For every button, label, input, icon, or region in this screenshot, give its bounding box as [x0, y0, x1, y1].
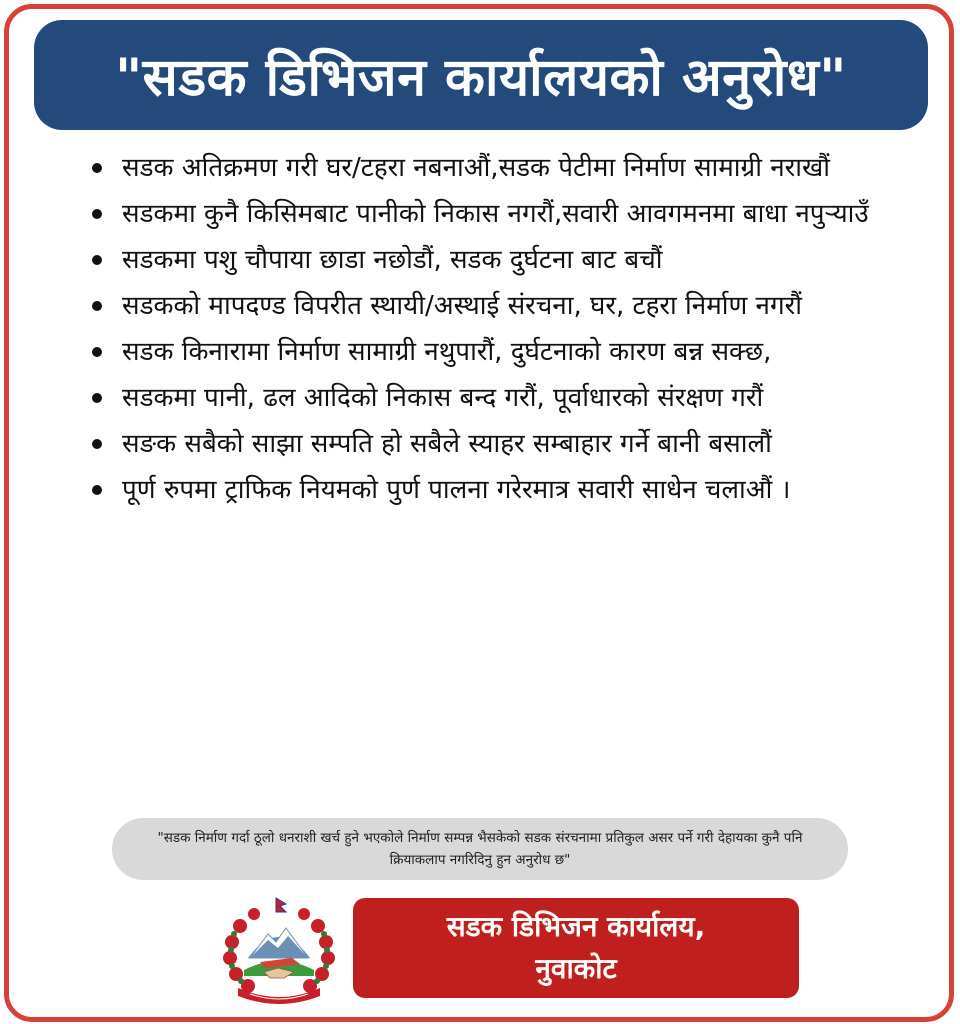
bullet-icon: [92, 347, 102, 357]
bullet-icon: [92, 301, 102, 311]
bullet-icon: [92, 209, 102, 219]
office-location: नुवाकोट: [535, 952, 617, 985]
request-text: सडकमा पशु चौपाया छाडा नछोडौं, सडक दुर्घटना बाट बचौं: [122, 245, 663, 275]
bullet-icon: [92, 439, 102, 449]
request-item: [90, 240, 900, 280]
office-name-box: [353, 898, 799, 998]
title-banner: [34, 20, 928, 130]
request-item: [90, 148, 900, 188]
request-text: सडकमा कुनै किसिमबाट पानीको निकास नगरौं,सवारी आवगमनमा बाधा नपुऱ्याउँ: [122, 199, 869, 229]
appeal-note-text: "सडक निर्माण गर्दा ठूलो धनराशी खर्च हुने भएकोले निर्माण सम्पन्न भैसकेको सडक संरचनामा प्रतिकुल असर पर्ने गरी देहायका कुनै पनि क्रियाकलाप नगरिदिनु हुन अनुरोध छ": [157, 830, 803, 868]
request-item: [90, 424, 900, 464]
request-text: सडक किनारामा निर्माण सामाग्री नथुपारौं, दुर्घटनाको कारण बन्न सक्छ,: [122, 337, 772, 367]
request-text: सडकमा पानी, ढल आदिको निकास बन्द गरौं, पूर्वाधारको संरक्षण गरौं: [122, 383, 764, 413]
bullet-icon: [92, 163, 102, 173]
request-item: [90, 286, 900, 326]
request-text: सडक अतिक्रमण गरी घर/टहरा नबनाऔं,सडक पेटीमा निर्माण सामाग्री नराखौं: [122, 153, 831, 183]
office-name: सडक डिभिजन कार्यालय,: [446, 910, 706, 943]
request-item: [90, 332, 900, 372]
nepal-government-emblem-icon: [220, 896, 338, 1004]
request-text: सडकको मापदण्ड विपरीत स्थायी/अस्थाई संरचना, घर, टहरा निर्माण नगरौं: [122, 291, 802, 321]
poster-title: "सडक डिभिजन कार्यालयको अनुरोध": [115, 47, 847, 108]
request-item: [90, 194, 900, 234]
request-list: [90, 148, 900, 510]
request-item: [90, 470, 900, 510]
request-text: पूर्ण रुपमा ट्राफिक नियमको पुर्ण पालना गरेरमात्र सवारी साधेन चलाऔं ।: [122, 475, 791, 505]
request-text: सङक सबैको साझा सम्पति हो सबैले स्याहर सम्बाहार गर्ने बानी बसालौं: [122, 429, 772, 459]
request-item: [90, 378, 900, 418]
appeal-note: [112, 818, 848, 880]
bullet-icon: [92, 393, 102, 403]
bullet-icon: [92, 255, 102, 265]
bullet-icon: [92, 485, 102, 495]
